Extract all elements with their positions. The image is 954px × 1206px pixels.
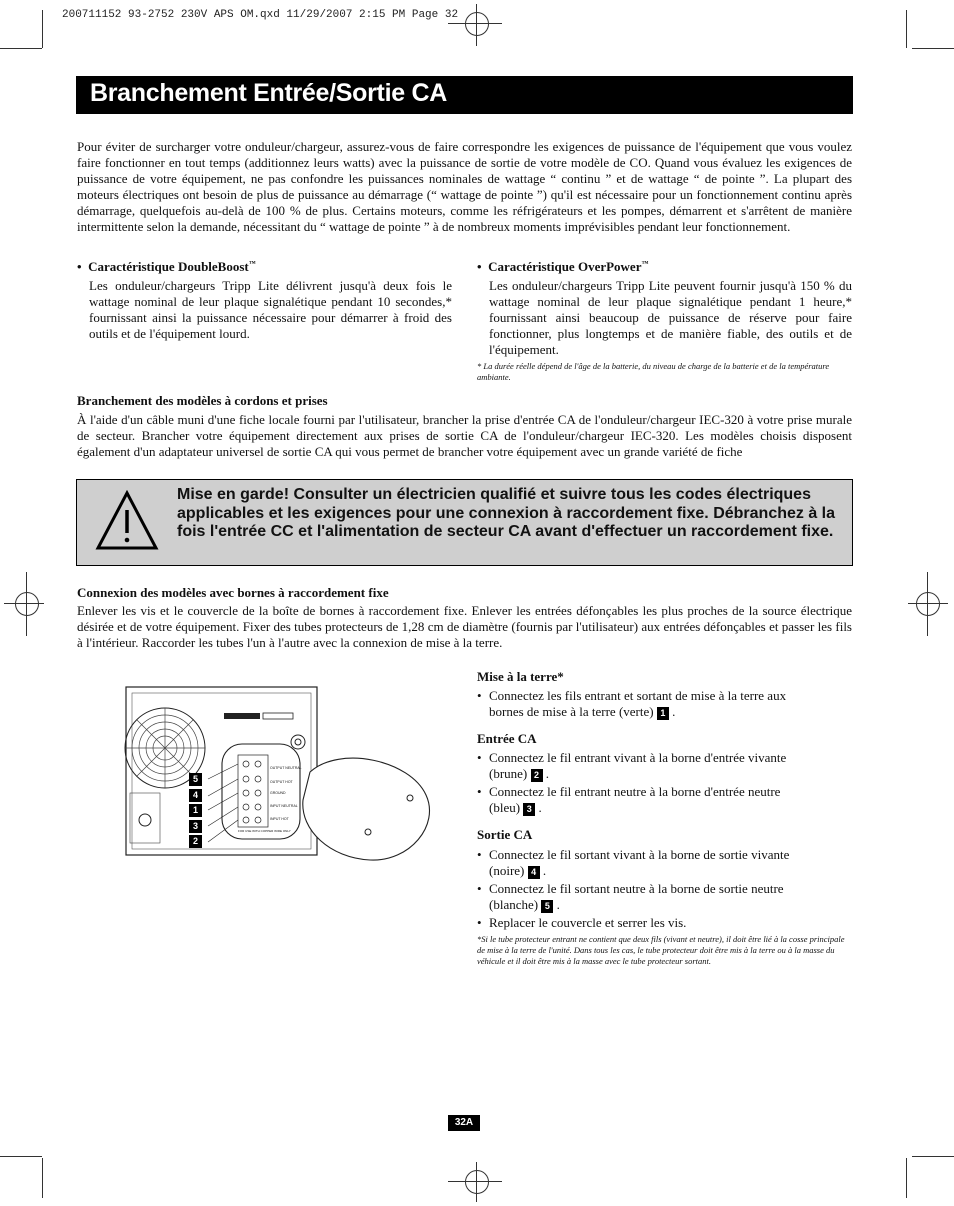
terminal-label: INPUT NEUTRAL bbox=[270, 804, 298, 808]
ac-out-item: • Connectez le fil sortant neutre à la borne de sortie neutre (blanche) 5 . bbox=[477, 881, 784, 912]
crop-mark bbox=[476, 4, 477, 46]
crop-mark bbox=[4, 603, 44, 604]
crop-mark bbox=[906, 10, 907, 48]
overpower-text: Les onduleur/chargeurs Tripp Lite peuvent fournir jusqu'à 150 % du wattage nominal de leur plaque signalétique pendant 1 heure,* fournissant ainsi beaucoup de puissance de réserve pour faire fonctionner, plus longtemps et de manière fiable, des outils et de l'équipement. bbox=[489, 278, 852, 357]
terminal-badge: 4 bbox=[528, 866, 540, 879]
intro-paragraph: Pour éviter de surcharger votre onduleur/chargeur, assurez-vous de faire correspondre les exigences de puissance de l'équipement que vous voulez faire fonctionner en tout temps (additionnez leurs watts) avec la puissance de sortie de votre modèle de CO. Quand vous évaluez les exigences de puissance de votre équipement, ne pas confondre les puissances nominales de wattage “ continu ” et de wattage “ de pointe ”. La plupart des moteurs électriques ont besoin de plus de puissance au démarrage (“ wattage de pointe ”) qu'il est nécessaire pour un fonctionnement continu après démarrage, quelquefois au-delà de 100 % de plus. Certains moteurs, comme les réfrigérateurs et les pompes, démarrent et s'arrêtent de manière intermittente selon la demande, nécessitant du “ wattage de pointe ” à de nombreux moments imprévisibles pendant leur fonctionnement. bbox=[77, 139, 852, 234]
ground-footnote: *Si le tube protecteur entrant ne contient que deux fils (vivant et neutre), il doit être lié à la cosse principale de mise à la terre de l'unité. Dans tous les cas, le tube protecteur doit être mis à la terre ou à la masse du véhicule et il doit être mis à la masse avec le tube protecteur sortant. bbox=[477, 934, 845, 966]
ground-heading: Mise à la terre* bbox=[477, 669, 564, 684]
crop-mark bbox=[476, 1162, 477, 1202]
diagram-badge: 4 bbox=[189, 789, 202, 802]
crop-mark bbox=[26, 572, 27, 636]
crop-mark bbox=[448, 23, 502, 24]
diagram-badge: 1 bbox=[189, 804, 202, 817]
terminal-label: GROUND bbox=[270, 791, 286, 795]
crop-mark bbox=[912, 48, 954, 49]
ac-out-item: • Connectez le fil sortant vivant à la borne de sortie vivante (noire) 4 . bbox=[477, 847, 790, 878]
crop-mark bbox=[927, 572, 928, 636]
terminal-badge: 3 bbox=[523, 803, 535, 816]
registration-mark bbox=[465, 1170, 489, 1194]
registration-mark bbox=[465, 12, 489, 36]
registration-mark bbox=[15, 592, 39, 616]
ground-item: • Connectez les fils entrant et sortant de mise à la terre aux bornes de mise à la terre (verte) 1 . bbox=[477, 688, 787, 719]
crop-mark bbox=[912, 1156, 954, 1157]
ac-in-item: • Connectez le fil entrant vivant à la borne d'entrée vivante (brune) 2 . bbox=[477, 750, 787, 781]
diagram-badge: 3 bbox=[189, 820, 202, 833]
overpower-note: * La durée réelle dépend de l'âge de la batterie, du niveau de charge de la batterie et de la température ambiante. bbox=[477, 361, 830, 382]
warning-box bbox=[76, 479, 853, 566]
ac-in-heading: Entrée CA bbox=[477, 731, 537, 746]
overpower-heading: • Caractéristique OverPower™ bbox=[477, 259, 649, 274]
terminal-label: OUTPUT HOT bbox=[270, 780, 293, 784]
title-bar bbox=[76, 76, 853, 114]
crop-mark bbox=[0, 48, 42, 49]
cords-heading: Branchement des modèles à cordons et prises bbox=[77, 393, 328, 408]
diagram-badge: 5 bbox=[189, 773, 202, 786]
crop-mark bbox=[908, 603, 948, 604]
crop-mark bbox=[42, 10, 43, 48]
terminal-label: INPUT HOT bbox=[270, 817, 289, 821]
crop-mark bbox=[42, 1158, 43, 1198]
cords-text: À l'aide d'un câble muni d'une fiche locale fourni par l'utilisateur, brancher la prise d'entrée CA de l'onduleur/chargeur IEC-320 à votre prise murale de secteur. Brancher votre équipement directement aux prises de sortie CA de l'onduleur/chargeur IEC-320. Les modèles choisis disposent également d'un adaptateur universel de sortie CA qui vous permet de brancher votre équipement avec un grande variété de fiche bbox=[77, 412, 852, 459]
file-slug: 200711152 93-2752 230V APS OM.qxd 11/29/2007 2:15 PM Page 32 bbox=[62, 9, 459, 21]
crop-mark bbox=[906, 1158, 907, 1198]
crop-mark bbox=[0, 1156, 42, 1157]
registration-mark bbox=[916, 592, 940, 616]
hardwire-text: Enlever les vis et le couvercle de la boîte de bornes à raccordement fixe. Enlever les entrées défonçables les plus proches de la source électrique désirée et de votre équipement. Fixer des tubes protecteurs de 1,28 cm de diamètre (fournis par l'utilisateur) aux entrées défonçables et passer les fils à l'intérieur. Raccorder les tubes l'un à l'autre avec la connexion de mise à la terre. bbox=[77, 603, 852, 650]
page-title: Branchement Entrée/Sortie CA bbox=[90, 79, 447, 107]
warning-text: Mise en garde! Consulter un électricien qualifié et suivre tous les codes électriques applicables et les exigences pour une connexion à raccordement fixe. Débranchez à la fois l'entrée CC et l'alimentation de secteur CA avant d'effectuer un raccordement fixe. bbox=[177, 486, 836, 540]
hardwire-heading: Connexion des modèles avec bornes à raccordement fixe bbox=[77, 585, 389, 600]
diagram-badge: 2 bbox=[189, 835, 202, 848]
terminal-badge: 1 bbox=[657, 707, 669, 720]
ac-out-heading: Sortie CA bbox=[477, 827, 533, 842]
page-number: 32A bbox=[448, 1115, 480, 1131]
diagram-caption: FOR USE WITH COPPER WIRE ONLY bbox=[238, 829, 291, 833]
hardwire-diagram bbox=[110, 680, 460, 880]
warning-triangle-icon bbox=[95, 490, 159, 552]
crop-mark bbox=[448, 1181, 502, 1182]
terminal-badge: 5 bbox=[541, 900, 553, 913]
doubleboost-heading: • Caractéristique DoubleBoost™ bbox=[77, 259, 256, 274]
ac-out-last-item: • Replacer le couvercle et serrer les vis. bbox=[477, 915, 687, 930]
doubleboost-text: Les onduleur/chargeurs Tripp Lite délivrent jusqu'à deux fois le wattage nominal de leur plaque signalétique pendant 10 secondes,* fournissant ainsi la puissance nécessaire pour démarrer à froid des outils et de l'équipement lourd. bbox=[89, 278, 452, 341]
ac-in-item: • Connectez le fil entrant neutre à la borne d'entrée neutre (bleu) 3 . bbox=[477, 784, 781, 815]
terminal-badge: 2 bbox=[531, 769, 543, 782]
terminal-label: OUTPUT NEUTRAL bbox=[270, 766, 302, 770]
